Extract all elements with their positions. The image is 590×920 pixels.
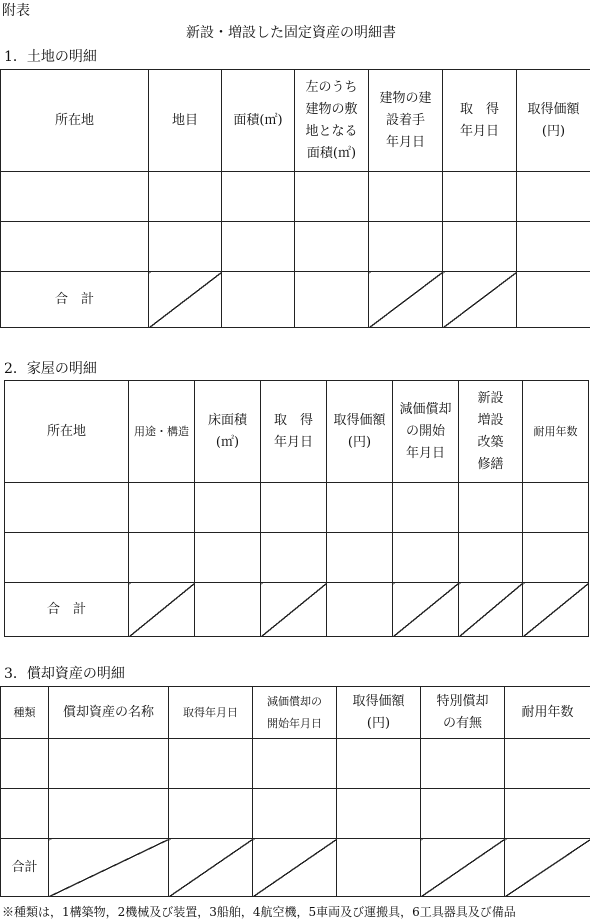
depreciable-section-heading: 3．償却資産の明細 [4, 663, 125, 683]
land-cell[interactable] [149, 222, 222, 272]
house-header-acquisition-price: 取得価額 (円) [327, 381, 393, 483]
depreciable-cell[interactable] [253, 789, 337, 839]
depreciable-row [1, 789, 590, 839]
land-table [0, 69, 590, 328]
depreciable-cell[interactable] [337, 739, 421, 789]
house-section-heading: 2．家屋の明細 [4, 358, 97, 378]
depreciable-cell[interactable] [505, 739, 590, 789]
house-total-row [5, 583, 589, 637]
depreciable-total-cell[interactable] [337, 839, 421, 897]
depreciable-total-diagonal [505, 839, 590, 897]
land-total-diagonal [369, 272, 443, 328]
house-table [4, 380, 589, 637]
land-total-cell[interactable] [222, 272, 295, 328]
land-total-row [1, 272, 590, 328]
depreciable-header-acquisition-price: 取得価額 (円) [337, 687, 421, 739]
depreciable-cell[interactable] [337, 789, 421, 839]
house-row [5, 483, 589, 533]
depreciable-header-useful-life: 耐用年数 [505, 687, 590, 739]
depreciable-header-depreciation-start: 減価償却の 開始年月日 [253, 687, 337, 739]
land-cell[interactable] [1, 222, 149, 272]
type-footnote: ※種類は，1構築物，2機械及び装置，3船舶，4航空機，5車両及び運搬具，6工具器具及び備品 [2, 903, 516, 920]
house-row [5, 533, 589, 583]
house-total-diagonal [261, 583, 327, 637]
land-row [1, 222, 590, 272]
house-header-useful-life: 耐用年数 [523, 381, 589, 483]
appendix-label: 附表 [2, 0, 30, 20]
house-header-acquisition-date: 取 得 年月日 [261, 381, 327, 483]
depreciable-row [1, 739, 590, 789]
depreciable-header-acquisition-date: 取得年月日 [169, 687, 253, 739]
depreciable-cell[interactable] [1, 789, 49, 839]
house-total-cell[interactable] [195, 583, 261, 637]
depreciable-total-diagonal [253, 839, 337, 897]
land-header-location: 所在地 [1, 70, 149, 172]
land-total-diagonal [149, 272, 222, 328]
house-total-diagonal [393, 583, 459, 637]
land-cell[interactable] [222, 172, 295, 222]
house-cell[interactable] [523, 533, 589, 583]
depreciable-table [0, 686, 590, 897]
land-total-cell[interactable] [517, 272, 590, 328]
depreciable-cell[interactable] [505, 789, 590, 839]
house-cell[interactable] [5, 533, 129, 583]
house-total-diagonal [129, 583, 195, 637]
land-total-cell[interactable] [295, 272, 369, 328]
depreciable-total-diagonal [49, 839, 169, 897]
house-header-floor-area: 床面積 (㎡) [195, 381, 261, 483]
depreciable-total-diagonal [169, 839, 253, 897]
land-cell[interactable] [295, 172, 369, 222]
house-cell[interactable] [129, 533, 195, 583]
depreciable-cell[interactable] [421, 739, 505, 789]
depreciable-cell[interactable] [169, 789, 253, 839]
land-cell[interactable] [517, 172, 590, 222]
land-row [1, 172, 590, 222]
house-cell[interactable] [195, 533, 261, 583]
house-cell[interactable] [129, 483, 195, 533]
house-total-cell[interactable] [327, 583, 393, 637]
house-header-depreciation-start: 減価償却 の開始 年月日 [393, 381, 459, 483]
house-cell[interactable] [393, 483, 459, 533]
house-cell[interactable] [5, 483, 129, 533]
house-cell[interactable] [459, 533, 523, 583]
depreciable-header-special-depreciation: 特別償却 の有無 [421, 687, 505, 739]
house-header-location: 所在地 [5, 381, 129, 483]
depreciable-header-type: 種類 [1, 687, 49, 739]
depreciable-total-label: 合計 [1, 839, 49, 897]
house-cell[interactable] [261, 483, 327, 533]
land-header-acquisition-price: 取得価額 (円) [517, 70, 590, 172]
depreciable-cell[interactable] [49, 739, 169, 789]
land-cell[interactable] [295, 222, 369, 272]
house-cell[interactable] [523, 483, 589, 533]
depreciable-total-diagonal [421, 839, 505, 897]
land-header-construction-start-date: 建物の建 設着手 年月日 [369, 70, 443, 172]
depreciable-cell[interactable] [1, 739, 49, 789]
land-cell[interactable] [1, 172, 149, 222]
depreciable-total-row [1, 839, 590, 897]
land-header-area: 面積(㎡) [222, 70, 295, 172]
land-header-building-site-area: 左のうち 建物の敷 地となる 面積(㎡) [295, 70, 369, 172]
land-cell[interactable] [149, 172, 222, 222]
house-header-use-structure: 用途・構造 [129, 381, 195, 483]
house-cell[interactable] [393, 533, 459, 583]
house-cell[interactable] [327, 483, 393, 533]
house-cell[interactable] [327, 533, 393, 583]
depreciable-cell[interactable] [49, 789, 169, 839]
depreciable-cell[interactable] [421, 789, 505, 839]
depreciable-header-asset-name: 償却資産の名称 [49, 687, 169, 739]
house-cell[interactable] [459, 483, 523, 533]
land-cell[interactable] [222, 222, 295, 272]
land-header-acquisition-date: 取 得 年月日 [443, 70, 517, 172]
house-cell[interactable] [261, 533, 327, 583]
land-cell[interactable] [443, 222, 517, 272]
house-total-label: 合 計 [5, 583, 129, 637]
land-total-diagonal [443, 272, 517, 328]
land-total-label: 合 計 [1, 272, 149, 328]
land-section-heading: 1．土地の明細 [4, 46, 97, 66]
depreciable-cell[interactable] [253, 739, 337, 789]
house-total-diagonal [523, 583, 589, 637]
house-header-work-type: 新設 増設 改築 修繕 [459, 381, 523, 483]
depreciable-cell[interactable] [169, 739, 253, 789]
land-cell[interactable] [369, 222, 443, 272]
land-cell[interactable] [443, 172, 517, 222]
land-header-category: 地目 [149, 70, 222, 172]
land-cell[interactable] [517, 222, 590, 272]
land-cell[interactable] [369, 172, 443, 222]
page-title: 新設・増設した固定資産の明細書 [186, 22, 396, 42]
house-cell[interactable] [195, 483, 261, 533]
house-total-diagonal [459, 583, 523, 637]
